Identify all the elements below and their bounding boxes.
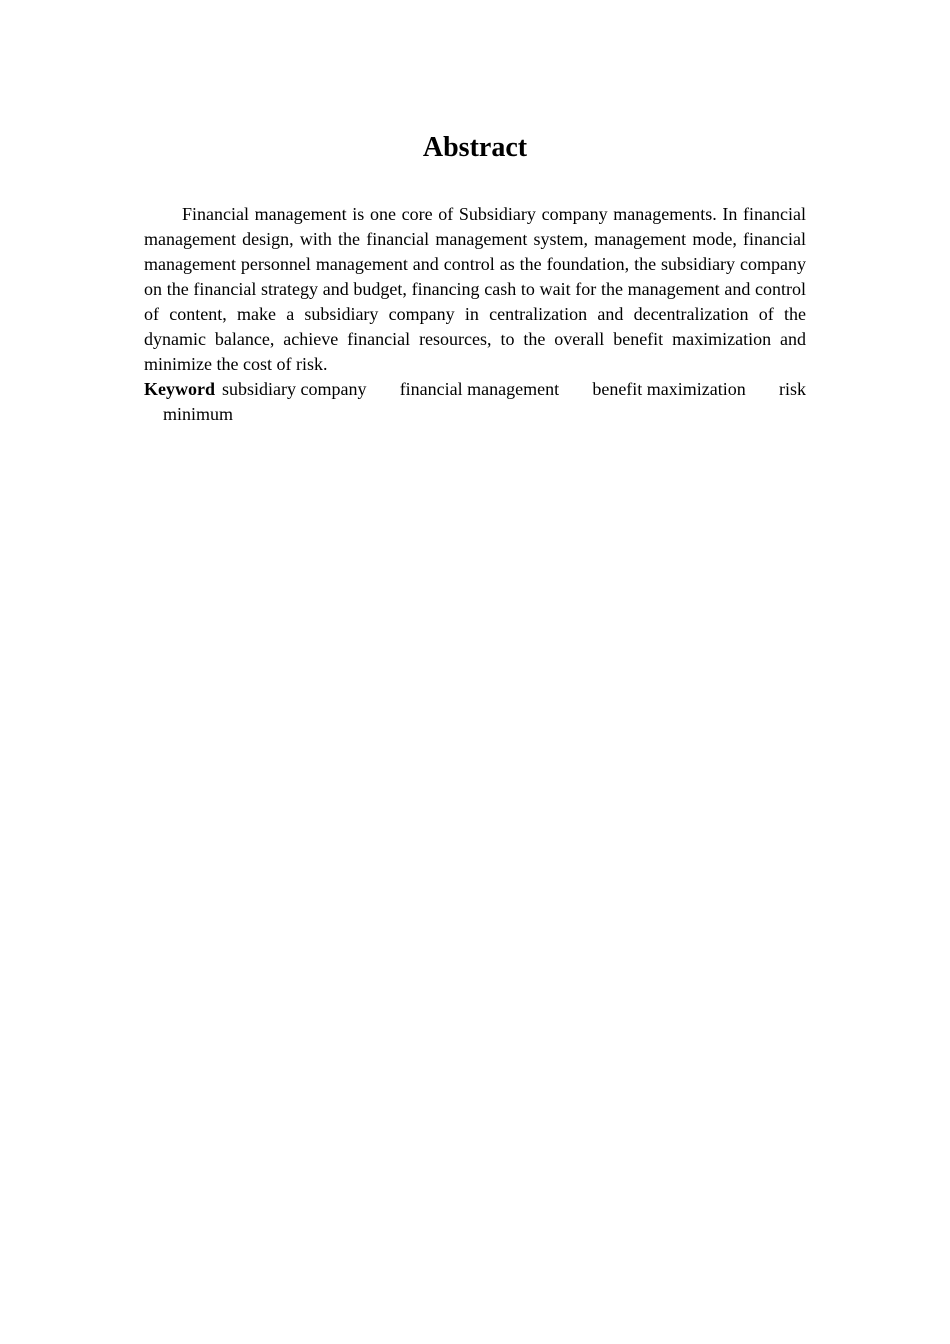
keyword-label: Keyword — [144, 379, 215, 399]
abstract-title: Abstract — [422, 132, 528, 163]
keyword-item: risk — [778, 379, 806, 399]
keywords-line-2 — [144, 402, 806, 427]
keyword-item: benefit maximization — [592, 379, 746, 399]
keyword-item: subsidiary company — [222, 379, 367, 399]
abstract-paragraph: Financial management is one core of Subsidiary company managements. In financial management design, with the financial management system, management mode, financial management personnel management and control as the foundation, the subsidiary company on the financial strategy and budget, financing cash to wait for the management and control of content, make a subsidiary company in centralization and decentralization of the dynamic balance, achieve financial resources, to the overall benefit maximization and minimize the cost of risk. — [144, 204, 806, 374]
keywords-line-1 — [144, 377, 806, 402]
keyword-item: minimum — [163, 404, 234, 424]
keywords-section — [144, 377, 806, 427]
keyword-item: financial management — [399, 379, 560, 399]
